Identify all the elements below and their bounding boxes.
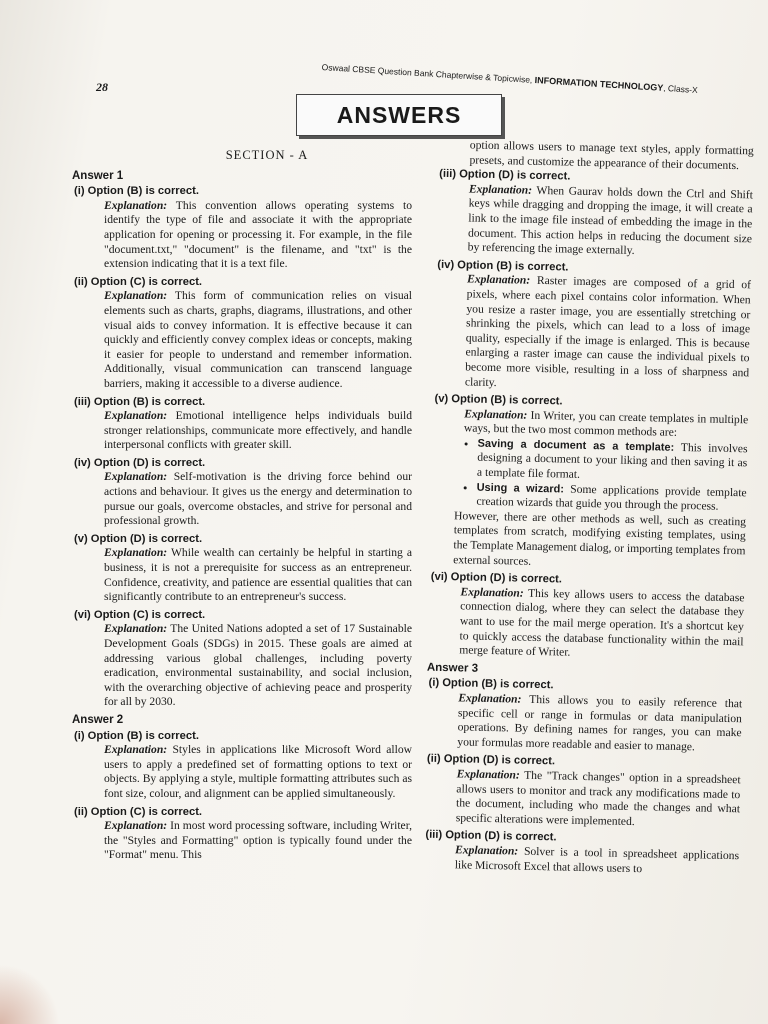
option-number: (ii) [74,805,88,818]
option-heading [74,275,412,290]
option-explanation [434,767,741,832]
option-explanation [82,470,412,528]
left-column [72,148,412,866]
option-block [428,676,743,755]
option-explanation [82,622,412,710]
option-explanation [82,743,412,801]
running-head [321,62,698,95]
list-item-bold: Using a wizard: [476,481,565,496]
option-number: (iv) [74,456,91,469]
explanation-label: Explanation: [104,470,168,484]
option-heading-text: Option (D) is correct. [443,753,556,768]
explanation-label: Explanation: [104,622,168,636]
explanation-label: Explanation: [454,843,519,858]
option-explanation [437,585,744,664]
option-heading [74,729,412,744]
option-number: (ii) [426,753,441,766]
right-column [425,138,754,881]
list-item-text: Some applications provide template creation wizards that guide you through the process. [476,482,747,513]
answer2-continued [437,167,754,395]
option-explanation [82,289,412,391]
explanation-label: Explanation: [104,198,168,212]
option-block [74,184,412,272]
option-block [74,608,412,710]
explanation-label: Explanation: [104,743,168,757]
answer-heading: Answer 1 [72,169,124,182]
list-item-text: This involves designing a document to your liking and then saving it as a template file format. [476,440,748,481]
option-explanation [82,546,412,604]
option-number: (iii) [439,168,457,181]
explanation-label: Explanation: [104,409,168,423]
option-number: (i) [74,729,85,742]
answers-banner [296,94,502,136]
running-head-class: , Class-X [662,82,699,95]
explanation-label: Explanation: [468,182,533,197]
option-number: (vi) [74,608,91,621]
list-item-bold: Saving a document as a template: [477,437,675,454]
answers-title: ANSWERS [336,101,462,128]
option-heading-text: Option (D) is correct. [93,456,206,469]
option-block [430,570,745,664]
option-heading-text: Option (D) is correct. [450,571,563,586]
option-explanation [433,843,740,879]
explanation-text: This key allows users to access the database connection dialog, where they can select the database they want to use for the mail merge operation. It's a shortcut key to quickly access the database functionality within the mail merge feature of Writer. [459,586,745,659]
explanation-text: When Gaurav holds down the Ctrl and Shift keys while dragging and dropping the image, it will create a link to the image file instead of embedding the image in the document. This action helps in reducing the document size by referencing the image externally. [467,183,754,258]
option-heading-text: Option (D) is correct. [90,532,203,545]
option-explanation [435,691,742,756]
option-heading [74,805,412,820]
option-heading-text: Option (B) is correct. [87,729,199,742]
option-block [74,275,412,392]
option-heading-text: Option (D) is correct. [459,168,571,183]
method-list [440,436,747,515]
option-explanation [82,819,412,863]
option-heading-text: Option (B) is correct. [93,395,206,408]
option-block [437,258,752,396]
explanation-label: Explanation: [466,272,531,288]
explanation-label: Explanation: [104,546,168,560]
option-number: (iii) [74,395,91,408]
explanation-text: While wealth can certainly be helpful in starting a business, it is not a prerequisite for success as an entrepreneur. Confidence, creativity, and patience are essential qualities that can significantly contribute to an entrepreneur's success. [104,546,412,604]
option-explanation [82,409,412,453]
explanation-text: Self-motivation is the driving force behind our actions and behaviour. It gives us the energy and determination to pursue our goals, overcome obstacles, and strive for personal and professional growth. [104,470,412,528]
explanation-text: The "Track changes" option in a spreadsheet allows users to monitor and track any modifications made to the document, including who made the changes and what specific alterations were implemented. [455,768,741,828]
explanation-label: Explanation: [456,767,520,782]
option-number: (i) [428,677,440,690]
option-explanation [82,199,412,272]
option-number: (v) [434,392,449,406]
explanation-text: In Writer, you can create templates in multiple ways, but the two most common methods are: [463,408,749,440]
after-list-text: However, there are other methods as well, such as creating templates from scratch, modifying existing templates, using the Template Management dialog, or importing templates from external sources. [453,509,747,568]
explanation-label: Explanation: [104,819,168,833]
option-heading [74,532,412,547]
finger-shadow [0,964,60,1024]
option-explanation [446,182,753,261]
explanation-text: This convention allows operating systems to identify the type of file and associate it with the appropriate application for opening or processing it. For example, in the file "document.txt," "document" is the filename, and "txt" is the extension indicating that it is a text file. [104,198,412,271]
option-number: (iv) [437,258,455,271]
option-heading-text: Option (B) is correct. [87,185,199,198]
option-number: (i) [74,185,85,198]
running-head-prefix: Oswaal CBSE Question Bank Chapterwise & Topicwise, [321,62,535,86]
answer-heading: Answer 2 [72,713,124,726]
explanation-label: Explanation: [104,289,168,303]
explanation-text: Raster images are composed of a grid of pixels, where each pixel contains color information. When you resize a raster image, you are essentially stretching or shrinking the pixels, which can lead to a loss of image quality, especially if the image is enlarged. This is because enlarging a raster image can cause the individual pixels to become more visible, resulting in a loss of sharpness and clarity. [464,274,752,389]
option-block [439,167,754,261]
page-number: 28 [96,80,108,94]
option-block [74,456,412,529]
option-heading-text: Option (B) is correct. [451,393,563,408]
option-heading [74,456,412,471]
option-block [74,395,412,453]
answer3-options [425,676,743,878]
option-block [425,828,740,878]
explanation-label: Explanation: [458,691,522,706]
option-explanation [443,272,751,395]
option-block [74,532,412,605]
option-number: (ii) [74,275,88,288]
option-block [74,805,412,863]
explanation-text: This allows you to easily reference that specific cell or range in formulas or data manipulation operations. By defining names for ranges, you can make your formulas more readable and easier to manage. [457,692,743,754]
option-heading-text: Option (B) is correct. [457,258,569,274]
explanation-text: Solver is a tool in spreadsheet applications like Microsoft Excel that allows users to [454,844,740,875]
option-block [426,752,741,831]
option-heading-text: Option (D) is correct. [445,829,557,844]
left-answers [72,169,412,863]
continued-text: option allows users to manage text styles, apply formatting presets, and customize the appearance of their documents. [469,138,754,172]
explanation-text: The United Nations adopted a set of 17 Sustainable Development Goals (SDGs) in 2015. These goals are aimed at addressing various global challenges, including poverty eradication, environmental sustainability, and social inclusion, with the overarching objective of achieving peace and prosperity for all by 2030. [104,622,412,709]
explanation-text: Styles in applications like Microsoft Word allow users to apply a predefined set of formatting options to text or objects. By applying a style, multiple formatting attributes such as font size, colour, and alignment can be applied simultaneously. [104,743,412,800]
explanation-label: Explanation: [464,407,528,422]
option-heading-text: Option (C) is correct. [90,805,203,818]
option-heading [74,395,412,410]
explanation-label: Explanation: [460,585,524,600]
explanation-text: In most word processing software, including Writer, the "Styles and Formatting" option is typically found under the "Format" menu. This [104,819,412,862]
option-number: (vi) [430,570,448,584]
option-heading-text: Option (C) is correct. [93,608,206,621]
option-heading [74,608,412,623]
option-number: (v) [74,532,88,545]
answer-heading: Answer 3 [426,661,479,675]
list-item [477,437,748,486]
explanation-text: Emotional intelligence helps individuals build stronger relationships, communicate more effectively, and handle interpersonal conflicts with greater skill. [104,409,412,452]
option-block [434,392,749,573]
option-block [74,729,412,802]
running-head-subject: INFORMATION TECHNOLOGY [534,75,664,93]
option-heading-text: Option (B) is correct. [442,677,554,692]
section-heading: SECTION - A [225,148,309,162]
option-heading [74,184,412,199]
explanation-text: This form of communication relies on visual elements such as charts, graphs, diagrams, illustrations, and other visual aids to convey information. It is effective because it can quickly and efficiently convey complex ideas or concepts, making it easier for people to understand and remember information. Additionally, visual communication can transcend language barriers, making it accessible to a diverse audience. [104,289,412,390]
option-heading-text: Option (C) is correct. [90,275,203,288]
option-number: (iii) [425,828,443,842]
